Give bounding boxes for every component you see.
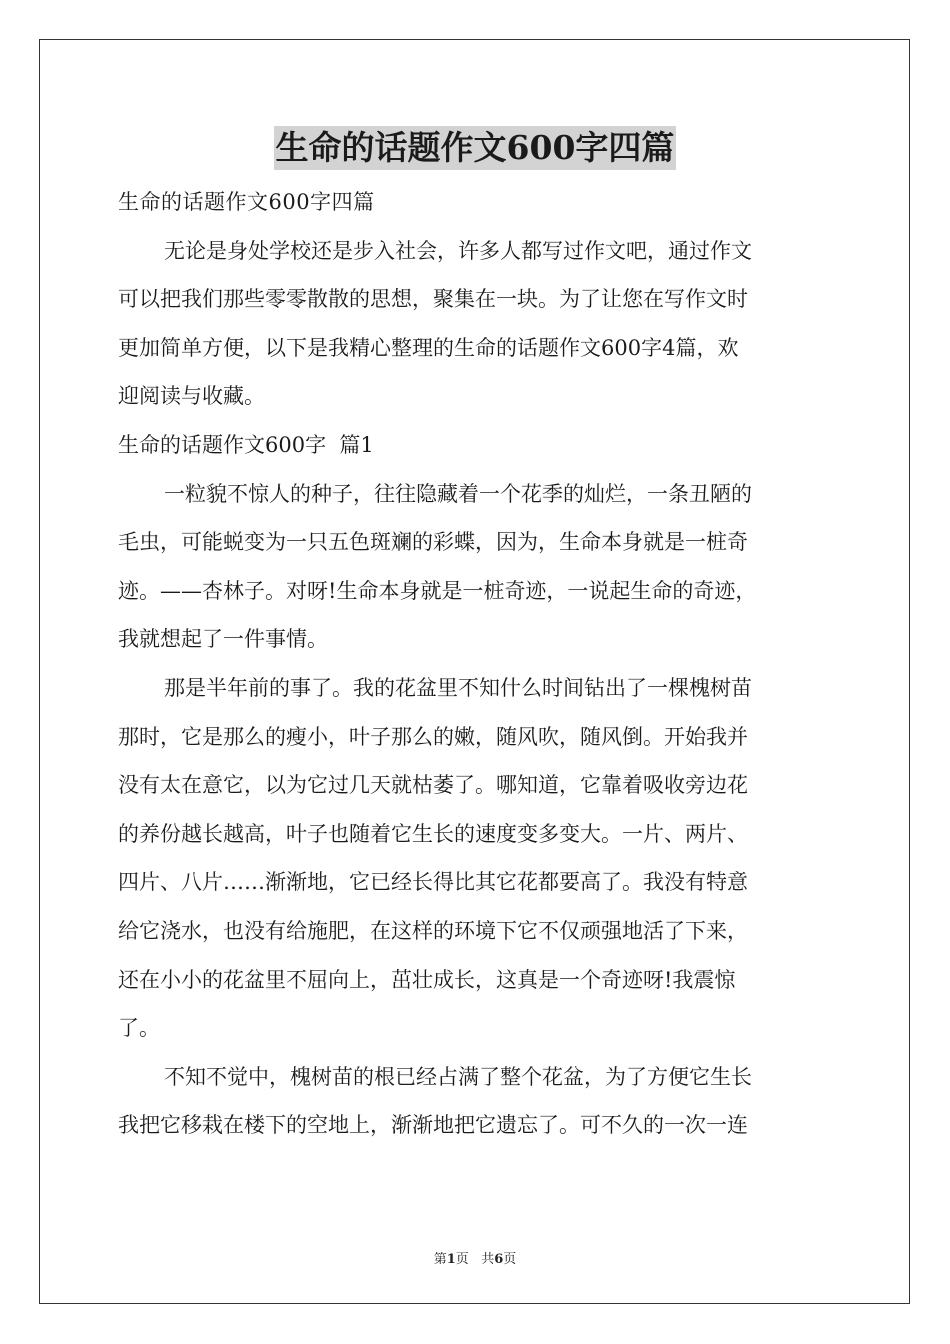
body-line: 不知不觉中，槐树苗的根已经占满了整个花盆，为了方便它生长 (164, 1064, 752, 1089)
footer-label-pre: 第 (433, 1252, 447, 1267)
body-line: 那时，它是那么的瘦小，叶子那么的嫩，随风吹，随风倒。开始我并 (118, 724, 748, 749)
body-line: 那是半年前的事了。我的花盆里不知什么时间钻出了一棵槐树苗 (164, 675, 752, 700)
body-line: 迎阅读与收藏。 (118, 384, 265, 409)
body-line: 我就想起了一件事情。 (118, 627, 328, 652)
document-body (118, 178, 838, 1150)
body-line: 更加简单方便，以下是我精心整理的生命的话题作文600字4篇，欢 (118, 335, 739, 360)
body-line: 生命的话题作文600字 篇1 (118, 432, 374, 457)
body-line: 的养份越长越高，叶子也随着它生长的速度变多变大。一片、两片、 (118, 821, 748, 846)
body-line: 可以把我们那些零零散散的思想，聚集在一块。为了让您在写作文时 (118, 287, 748, 312)
footer-label-post: 页 (503, 1252, 517, 1267)
body-line: 无论是身处学校还是步入社会，许多人都写过作文吧，通过作文 (164, 238, 752, 263)
body-line: 四片、八片……渐渐地，它已经长得比其它花都要高了。我没有特意 (118, 870, 748, 895)
document-title: 生命的话题作文600字四篇 (274, 126, 677, 170)
footer-label-mid: 页 共 (455, 1252, 495, 1267)
footer-page-current: 1 (446, 1252, 456, 1267)
body-lines (118, 227, 838, 1150)
footer-page-total: 6 (494, 1252, 504, 1267)
body-line: 我把它移栽在楼下的空地上，渐渐地把它遗忘了。可不久的一次一连 (118, 1113, 748, 1138)
page-footer (0, 1248, 950, 1267)
body-line: 没有太在意它，以为它过几天就枯萎了。哪知道，它靠着吸收旁边花 (118, 773, 748, 798)
body-line: 一粒貌不惊人的种子，往往隐藏着一个花季的灿烂，一条丑陋的 (164, 481, 752, 506)
title-wrap (0, 126, 950, 170)
body-line: 毛虫，可能蜕变为一只五色斑斓的彩蝶，因为，生命本身就是一桩奇 (118, 530, 748, 555)
body-line: 迹。——杏林子。对呀!生命本身就是一桩奇迹，一说起生命的奇迹， (118, 578, 757, 603)
document-subtitle: 生命的话题作文600字四篇 (118, 190, 375, 214)
body-line: 还在小小的花盆里不屈向上，茁壮成长，这真是一个奇迹呀!我震惊 (118, 967, 736, 992)
body-line: 给它浇水，也没有给施肥，在这样的环境下它不仅顽强地活了下来， (118, 918, 748, 943)
body-line: 了。 (118, 1016, 160, 1041)
